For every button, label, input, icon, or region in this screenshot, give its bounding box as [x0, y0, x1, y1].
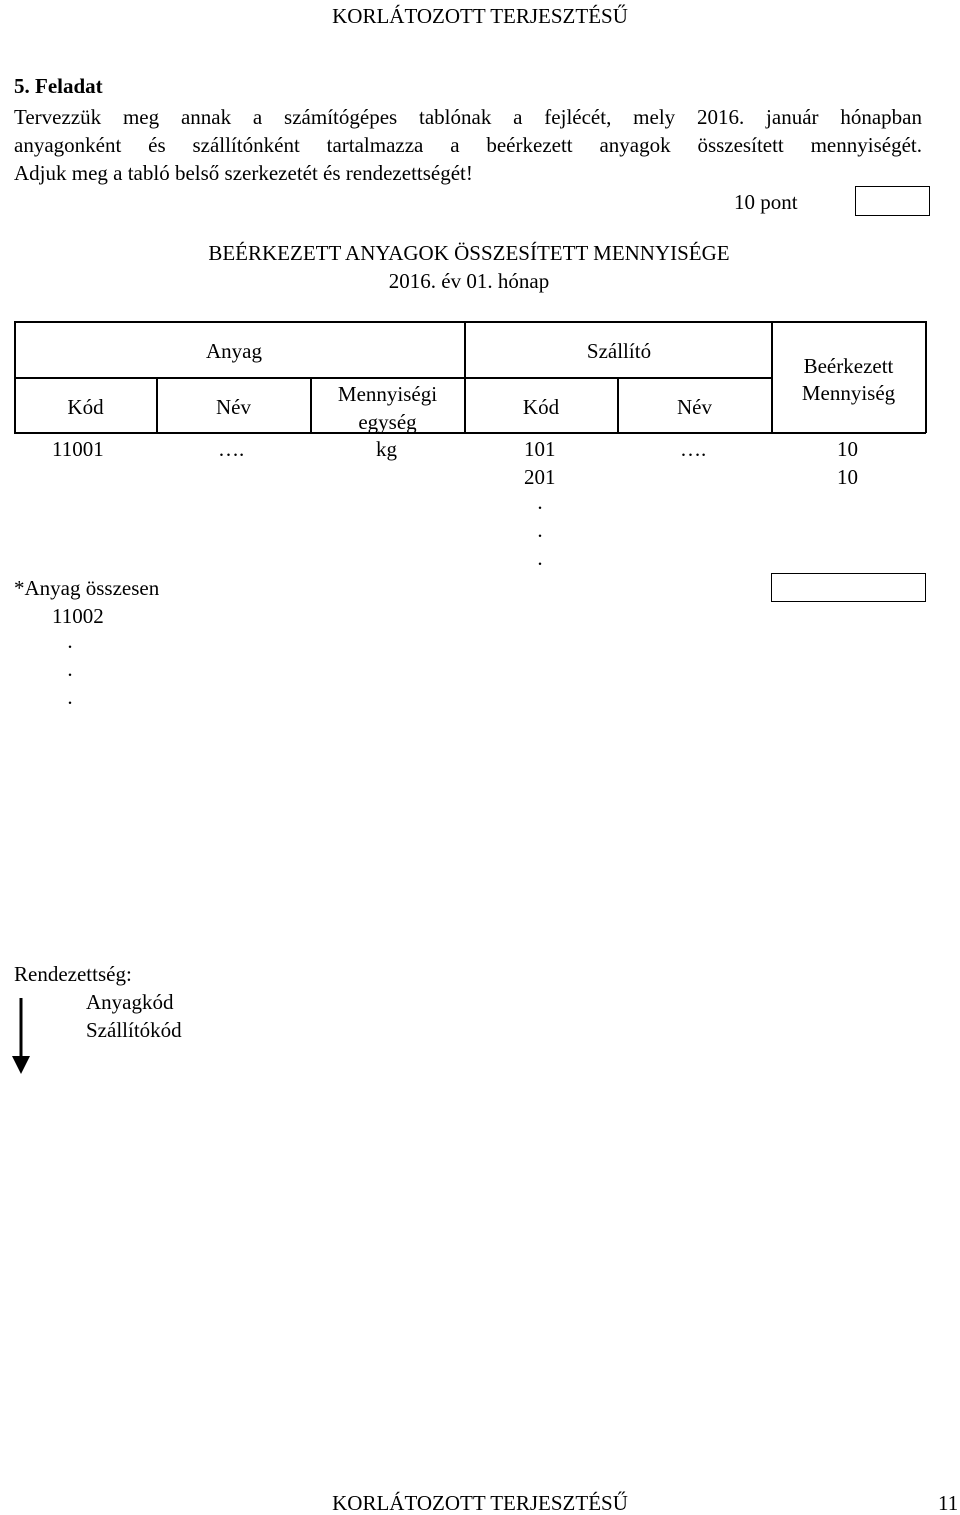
anyag-nev-value: ….	[218, 437, 245, 461]
szallito-kod-value-2: 201	[524, 465, 556, 489]
col-mennyisegi-egyseg-line1: Mennyiségi	[337, 382, 438, 406]
table-top-border	[14, 321, 926, 323]
ordering-level-2: Szállítókód	[86, 1018, 182, 1042]
ordering-level-1: Anyagkód	[86, 990, 174, 1014]
anyag-kod-value: 11001	[52, 437, 104, 461]
dot: .	[537, 546, 543, 570]
footer-classification: KORLÁTOZOTT TERJESZTÉSŰ	[332, 1491, 628, 1515]
anyag-continuation-dots	[60, 627, 80, 711]
ordering-label: Rendezettség:	[14, 962, 132, 986]
egyseg-value: kg	[376, 437, 397, 461]
dot: .	[67, 629, 73, 653]
szallito-continuation-dots	[530, 488, 550, 572]
header-classification: KORLÁTOZOTT TERJESZTÉSŰ	[332, 4, 628, 28]
received-header-line2: Mennyiség	[801, 381, 896, 405]
points-label: 10 pont	[734, 190, 798, 214]
dot: .	[537, 490, 543, 514]
down-arrow-icon	[6, 994, 38, 1078]
group-szallito-header: Szállító	[586, 339, 652, 363]
score-box[interactable]	[855, 186, 930, 216]
col-mennyisegi-egyseg-line2: egység	[358, 410, 417, 434]
received-header-line1: Beérkezett	[803, 354, 894, 378]
szallito-nev-value: ….	[680, 437, 707, 461]
mennyiseg-value-2: 10	[837, 465, 858, 489]
mennyiseg-value-1: 10	[837, 437, 858, 461]
group-anyag-header: Anyag	[206, 339, 262, 363]
dot: .	[67, 685, 73, 709]
col-szallito-nev: Név	[677, 395, 712, 419]
table-mid-border	[14, 377, 772, 379]
szallito-kod-value-1: 101	[524, 437, 556, 461]
dot: .	[537, 518, 543, 542]
table-bottom-border	[14, 432, 926, 434]
col-anyag-kod: Kód	[67, 395, 104, 419]
task-title: 5. Feladat	[14, 74, 103, 98]
dot: .	[67, 657, 73, 681]
anyag-total-box[interactable]	[771, 573, 926, 602]
description-line-2: anyagonként és szállítónként tartalmazza a beérkezett anyagok összesített mennyiségét.	[14, 133, 922, 157]
task-description	[14, 103, 922, 187]
table-right-border	[925, 321, 927, 433]
report-title: BEÉRKEZETT ANYAGOK ÖSSZESÍTETT MENNYISÉGE	[208, 241, 730, 265]
description-line-3: Adjuk meg a tabló belső szerkezetét és rendezettségét!	[14, 161, 473, 185]
next-anyag-kod: 11002	[52, 604, 104, 628]
page-number: 11	[938, 1491, 959, 1515]
description-line-1: Tervezzük meg annak a számítógépes tablónak a fejlécét, mely 2016. január hónapban	[14, 105, 922, 129]
col-anyag-nev: Név	[216, 395, 251, 419]
table-divider-received	[771, 321, 773, 433]
col-szallito-kod: Kód	[522, 395, 560, 419]
report-period: 2016. év 01. hónap	[388, 269, 550, 293]
anyag-total-label: *Anyag összesen	[14, 576, 160, 600]
